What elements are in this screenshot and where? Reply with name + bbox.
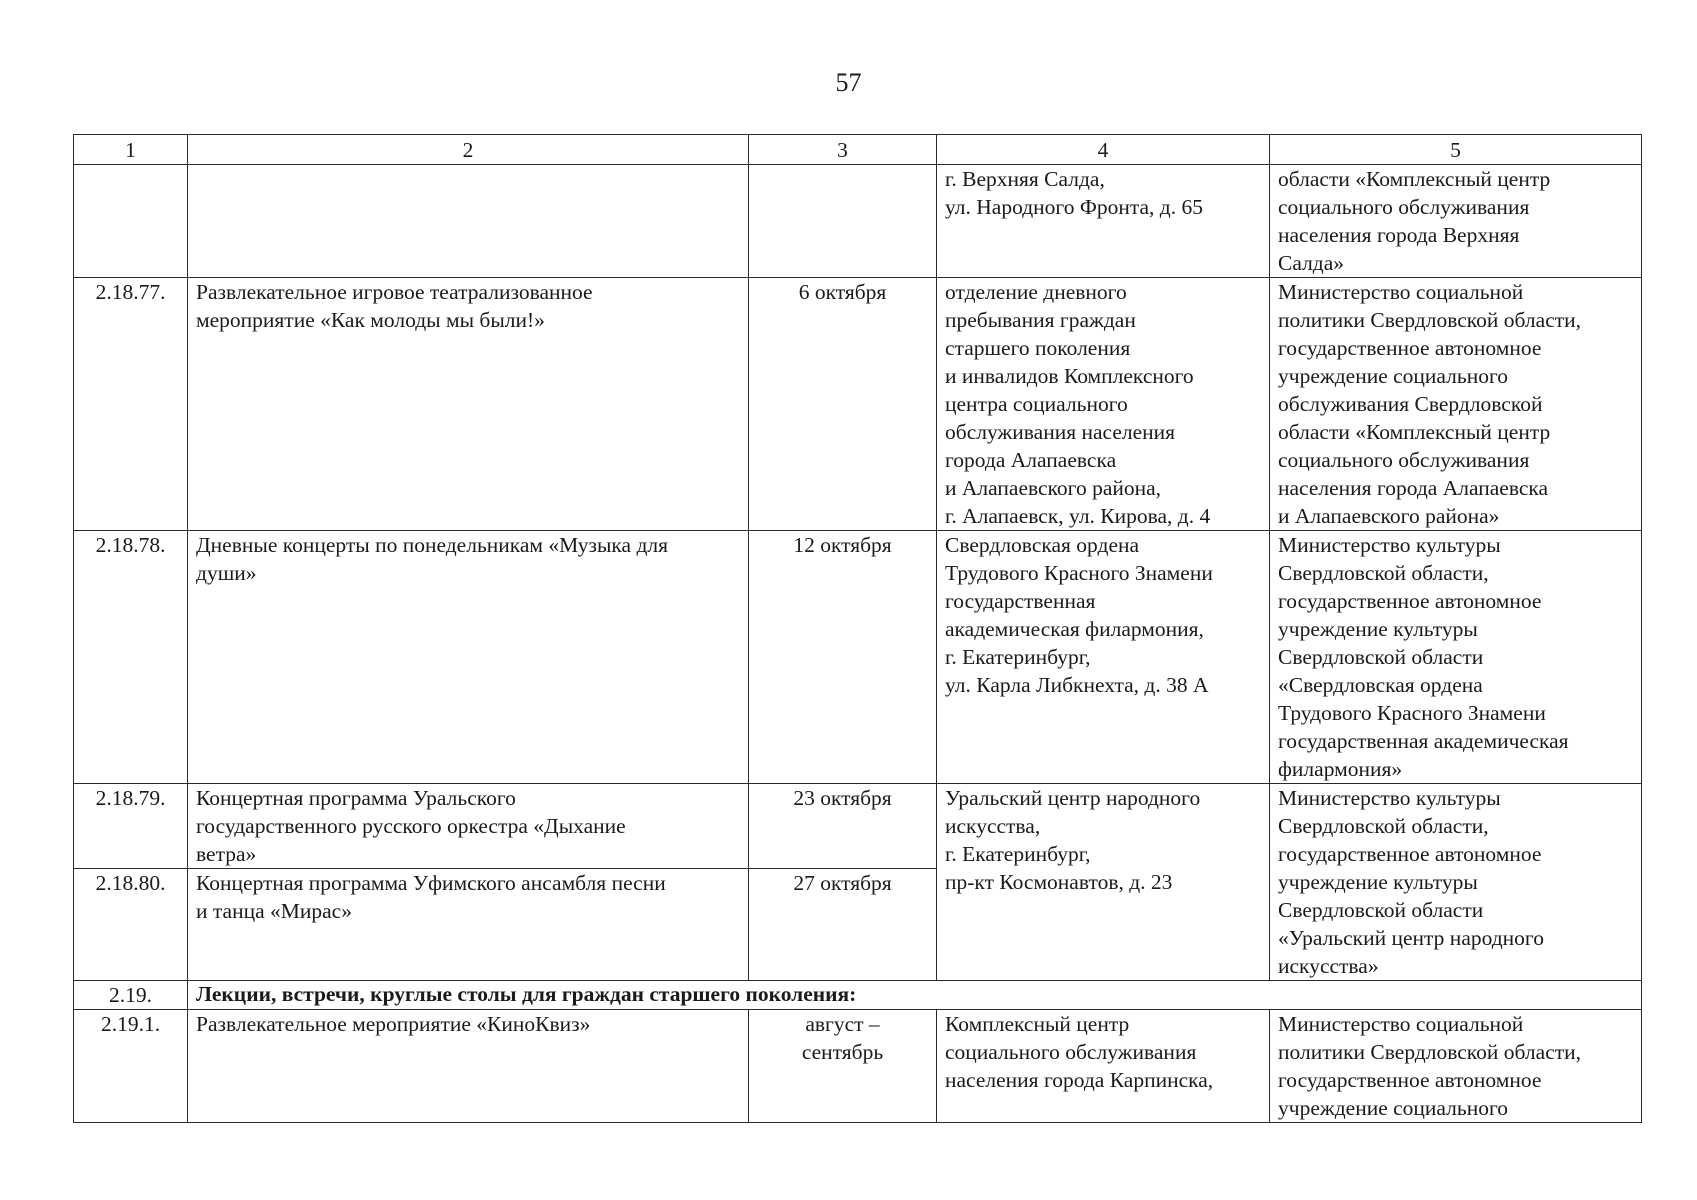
venue-text: г. Верхняя Салда, ул. Народного Фронта, д. 65 (945, 167, 1203, 219)
date-cell: 12 октября (749, 531, 937, 784)
table-row (74, 531, 1642, 784)
table-row (74, 278, 1642, 531)
continuation-venue-cell (937, 165, 1270, 278)
venue-cell (937, 531, 1270, 784)
row-number: 2.19.1. (74, 1010, 188, 1123)
section-row (74, 981, 1642, 1010)
event-cell (188, 531, 749, 784)
continuation-num-cell (74, 165, 188, 278)
continuation-organizer-cell (1270, 165, 1642, 278)
event-cell (188, 1010, 749, 1123)
page-number: 57 (835, 68, 862, 97)
event-cell (188, 278, 749, 531)
table-row-continuation (74, 165, 1642, 278)
organizer-text: области «Комплексный центр социального обслуживания населения города Верхняя Салда» (1278, 167, 1551, 275)
merged-venue-cell (937, 784, 1270, 981)
venue-text: Уральский центр народного искусства, г. Екатеринбург, пр-кт Космонавтов, д. 23 (945, 786, 1201, 894)
organizer-cell (1270, 531, 1642, 784)
date-cell (749, 1010, 937, 1123)
venue-text: отделение дневного пребывания граждан старшего поколения и инвалидов Комплексного центра социального обслуживания населения города Алапаевска и Алапаевского района, г. Алапаевск, ул. Кирова, д. 4 (945, 280, 1211, 528)
organizer-text: Министерство культуры Свердловской области, государственное автономное учреждение культуры Свердловской области «Свердловская ордена Трудового Красного Знамени государственная академическая филармония» (1278, 533, 1569, 781)
table-row (74, 784, 1642, 869)
organizer-text: Министерство социальной политики Свердловской области, государственное автономное учреждение социального (1278, 1012, 1582, 1120)
organizer-cell (1270, 1010, 1642, 1123)
event-cell (188, 869, 749, 981)
venue-text: Комплексный центр социального обслуживания населения города Карпинска, (945, 1012, 1214, 1092)
column-header-3: 3 (749, 135, 937, 165)
event-cell (188, 784, 749, 869)
event-text: Развлекательное мероприятие «КиноКвиз» (196, 1012, 591, 1036)
column-header-5: 5 (1270, 135, 1642, 165)
organizer-cell (1270, 278, 1642, 531)
continuation-event-cell (188, 165, 749, 278)
organizer-text: Министерство культуры Свердловской области, государственное автономное учреждение культуры Свердловской области «Уральский центр народного искусства» (1278, 786, 1544, 978)
date-cell: 27 октября (749, 869, 937, 981)
column-header-2: 2 (188, 135, 749, 165)
section-title: Лекции, встречи, круглые столы для граждан старшего поколения: (188, 981, 1642, 1010)
row-number: 2.18.79. (74, 784, 188, 869)
column-header-1: 1 (74, 135, 188, 165)
section-number: 2.19. (74, 981, 188, 1010)
venue-text: Свердловская ордена Трудового Красного Знамени государственная академическая филармония, г. Екатеринбург, ул. Карла Либкнехта, д. 38 А (945, 533, 1213, 697)
event-text: Развлекательное игровое театрализованное мероприятие «Как молоды мы были!» (196, 280, 593, 332)
event-text: Концертная программа Уфимского ансамбля песни и танца «Мирас» (196, 871, 666, 923)
date-cell: 23 октября (749, 784, 937, 869)
continuation-date-cell (749, 165, 937, 278)
date-text: август – сентябрь (801, 1012, 884, 1064)
events-table (73, 134, 1642, 1123)
event-text: Концертная программа Уральского государственного русского оркестра «Дыхание ветра» (196, 786, 626, 866)
merged-organizer-cell (1270, 784, 1642, 981)
column-header-4: 4 (937, 135, 1270, 165)
column-number-row (74, 135, 1642, 165)
venue-cell (937, 1010, 1270, 1123)
row-number: 2.18.80. (74, 869, 188, 981)
row-number: 2.18.78. (74, 531, 188, 784)
event-text: Дневные концерты по понедельникам «Музыка для души» (196, 533, 669, 585)
venue-cell (937, 278, 1270, 531)
date-cell: 6 октября (749, 278, 937, 531)
row-number: 2.18.77. (74, 278, 188, 531)
table-row (74, 1010, 1642, 1123)
organizer-text: Министерство социальной политики Свердловской области, государственное автономное учреждение социального обслуживания Свердловской области «Комплексный центр социального обслуживания населения города Алапаевска и Алапаевского района» (1278, 280, 1582, 528)
